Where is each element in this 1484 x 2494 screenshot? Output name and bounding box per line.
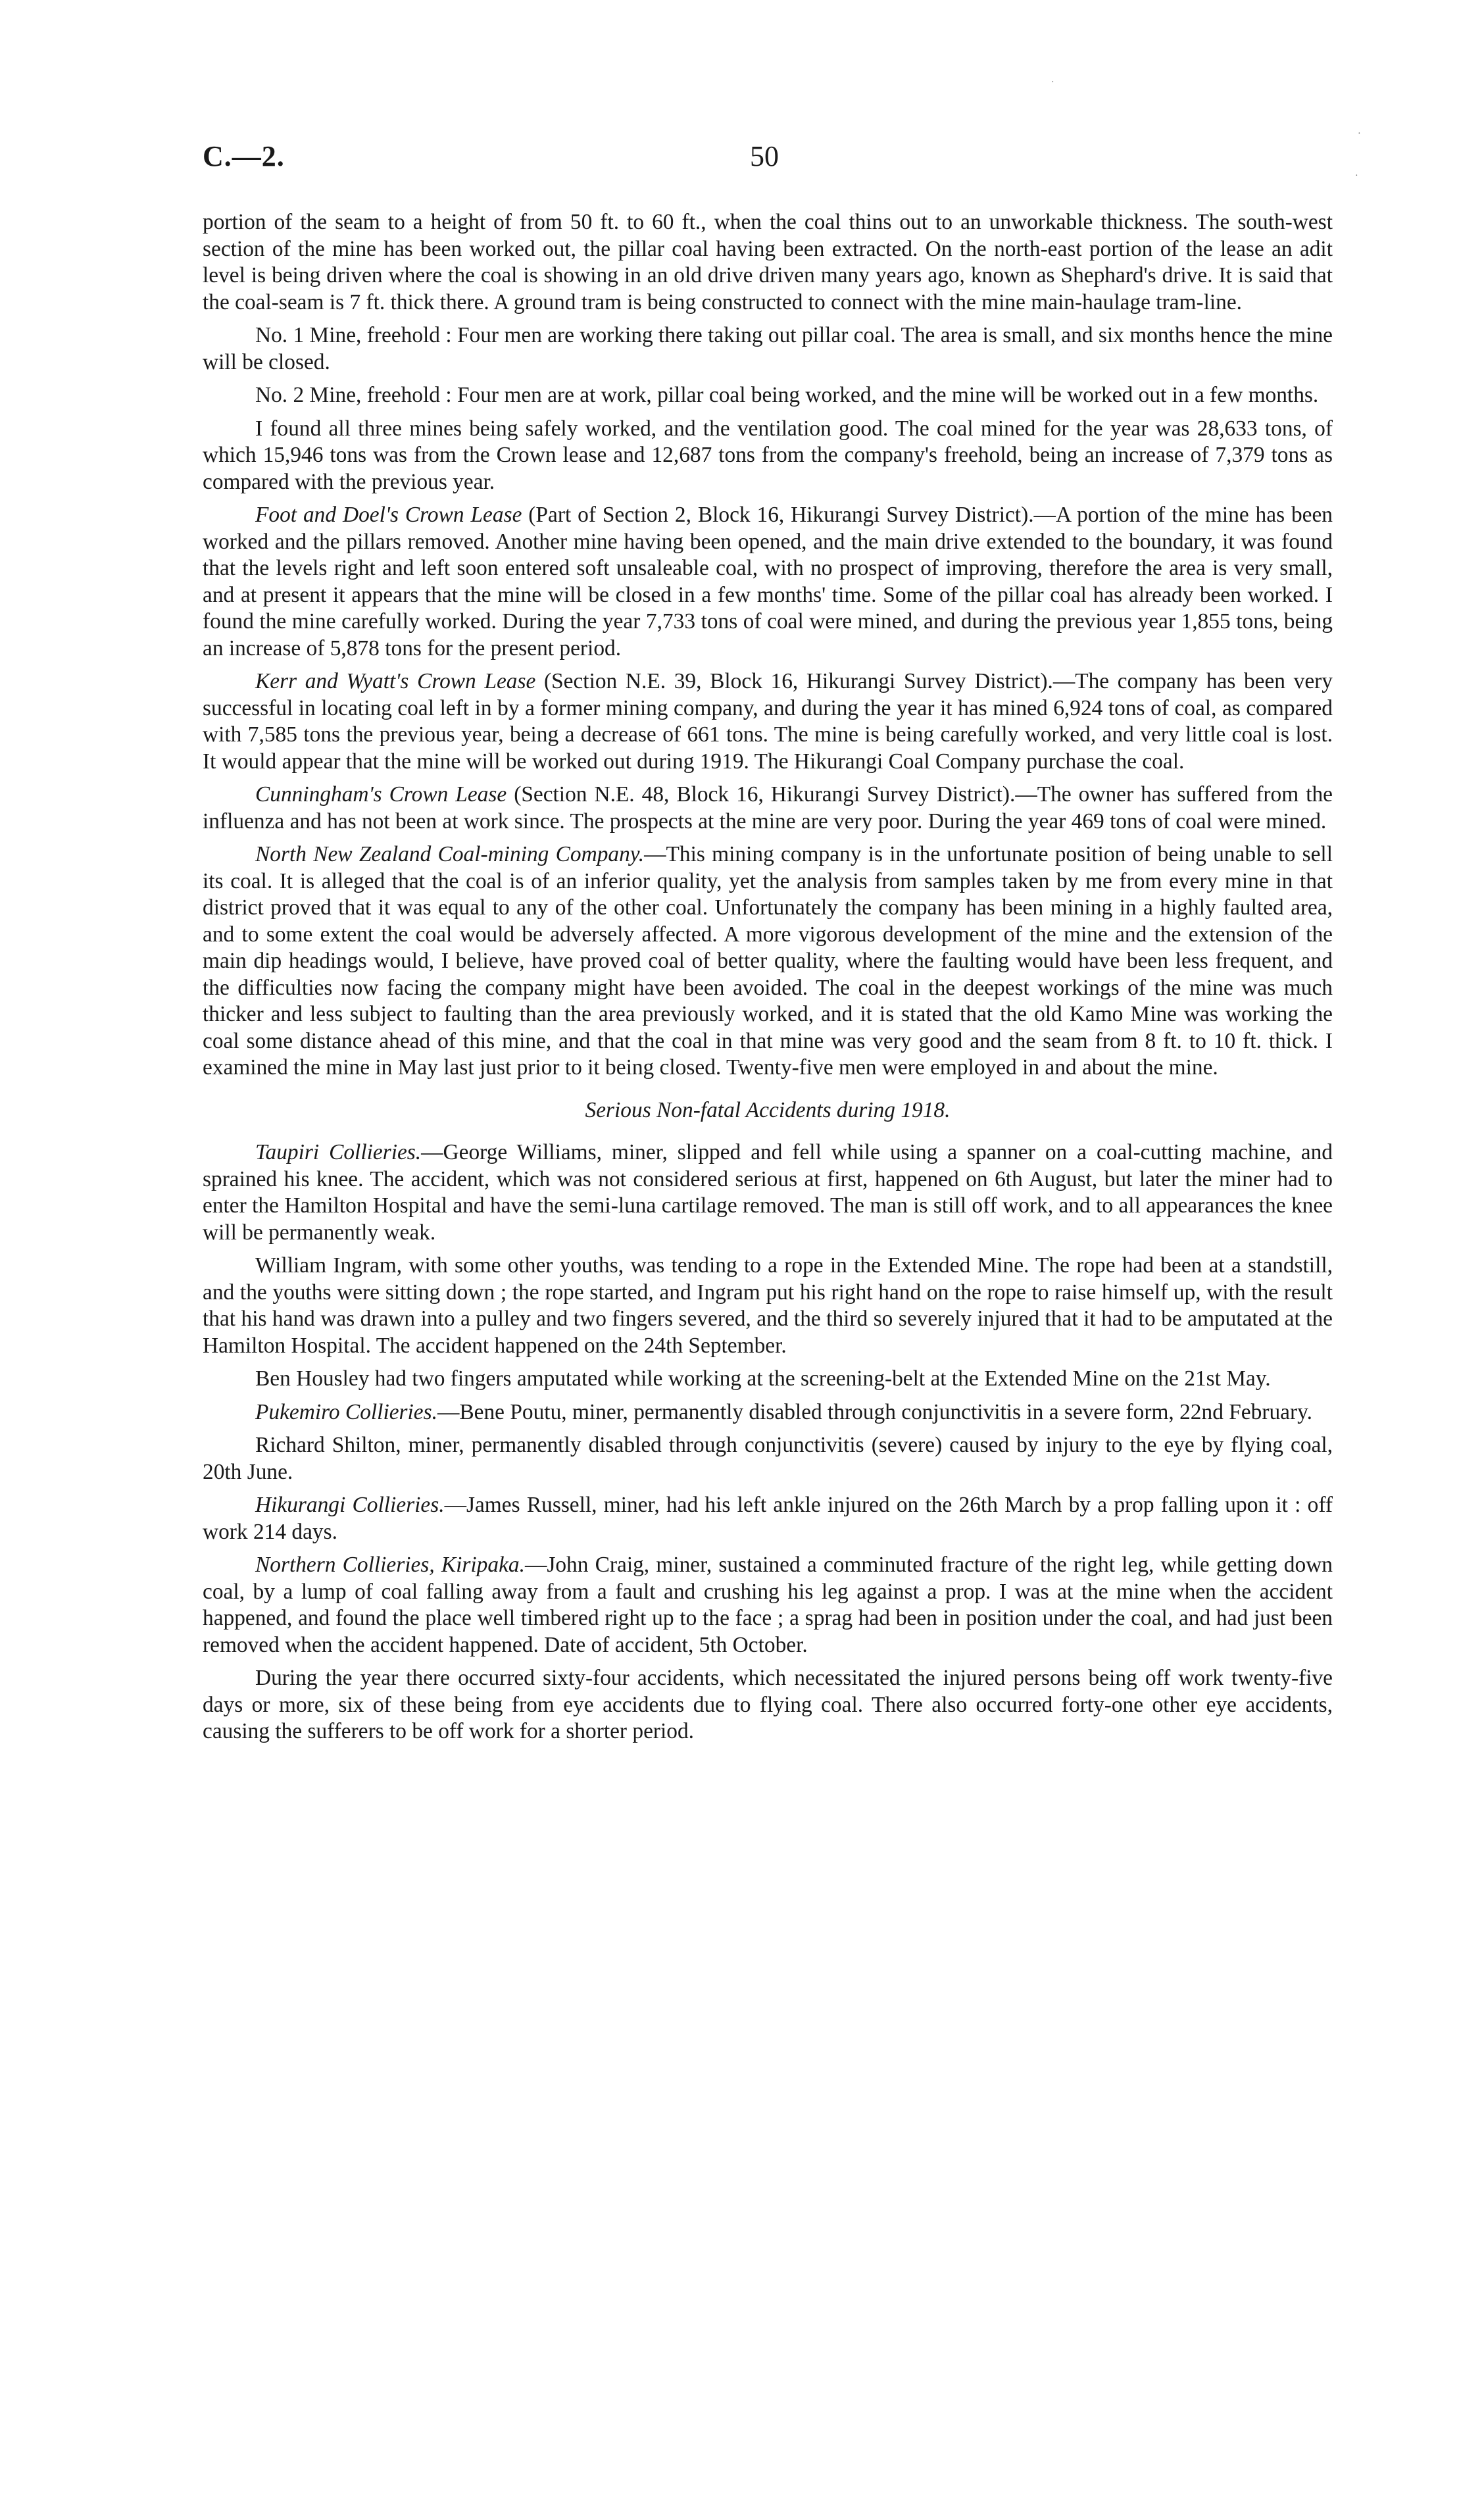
paragraph-title: North New Zealand Coal-mining Company. (255, 842, 645, 866)
paragraph-title: Pukemiro Collieries. (255, 1399, 437, 1424)
paragraph: William Ingram, with some other youths, was tending to a rope in the Extended Mine. The rope had been at a standstill, and the youths were sitting down ; the rope started, and Ingram put his right hand on the rope to raise himself up, with the result that his hand was drawn into a pulley and two fingers severed, and the third so severely injured that it had to be amputated at the Hamilton Hospital. The accident happened on the 24th September. (203, 1253, 1333, 1358)
document-reference: C.—2. (203, 140, 285, 172)
paragraph: No. 1 Mine, freehold : Four men are working there taking out pillar coal. The area is small, and six months hence the mine will be closed. (203, 323, 1333, 374)
paragraph: Richard Shilton, miner, permanently disabled through conjunctivitis (severe) caused by injury to the eye by flying coal, 20th June. (203, 1433, 1333, 1484)
paragraph: Ben Housley had two fingers amputated while working at the screening-belt at the Extended Mine on the 21st May. (255, 1366, 1271, 1391)
scan-speck: · (1355, 171, 1358, 181)
paragraph: portion of the seam to a height of from 50 ft. to 60 ft., when the coal thins out to an unworkable thickness. The south-west section of the mine has been worked out, the pillar coal having been extracted. On the north-east portion of the lease an adit level is being driven where the coal is showing in an old drive driven many years ago, known as Shephard's drive. It is said that the coal-seam is 7 ft. thick there. A ground tram is being constructed to connect with the mine main-haulage tram-line. (203, 210, 1333, 314)
paragraph-title: Northern Collieries, Kiripaka. (255, 1553, 525, 1577)
paragraph: During the year there occurred sixty-four accidents, which necessitated the injured persons being off work twenty-five days or more, six of these being from eye accidents due to flying coal. There also occurred forty-one other eye accidents, causing the sufferers to be off work for a shorter period. (203, 1666, 1333, 1743)
paragraph: North New Zealand Coal-mining Company.—This mining company is in the unfortunate position of being unable to sell its coal. It is alleged that the coal is of an inferior quality, yet the analysis from samples taken by me from every mine in that district proved that it was equal to any of the other coal. Unfortunately the company has been mining in a highly faulted area, and to some extent the coal would be adversely affected. A more vigorous development of the mine and the extension of the main dip headings would, I believe, have proved coal of better quality, where the faulting would have been less frequent, and the difficulties now facing the company might have been avoided. The coal in the deepest workings of the mine was much thicker and less subject to faulting than the area previously worked, and it is stated that the old Kamo Mine was working the coal some distance ahead of this mine, and that the coal in that mine was very good and the seam from 8 ft. to 10 ft. thick. I examined the mine in May last just prior to it being closed. Twenty-five men were employed in and about the mine. (203, 842, 1333, 1080)
paragraph: Cunningham's Crown Lease (Section N.E. 48, Block 16, Hikurangi Survey District).—The owner has suffered from the influenza and has not been at work since. The prospects at the mine are very poor. During the year 469 tons of coal were mined. (203, 782, 1333, 834)
paragraph: Taupiri Collieries.—George Williams, miner, slipped and fell while using a spanner on a coal-cutting machine, and sprained his knee. The accident, which was not considered serious at first, happened on 6th August, but later the miner had to enter the Hamilton Hospital and have the semi-luna cartilage removed. The man is still off work, and to all appearances the knee will be permanently weak. (203, 1140, 1333, 1245)
paragraph-title: Cunningham's Crown Lease (255, 782, 507, 807)
paragraph-title: Taupiri Collieries. (255, 1140, 422, 1164)
paragraph-title: Hikurangi Collieries. (255, 1493, 445, 1517)
paragraph: I found all three mines being safely worked, and the ventilation good. The coal mined for the year was 28,633 tons, of which 15,946 tons was from the Crown lease and 12,687 tons from the company's freehold, being an increase of 7,379 tons as compared with the previous year. (203, 416, 1333, 494)
paragraph: Kerr and Wyatt's Crown Lease (Section N.E. 39, Block 16, Hikurangi Survey District).—The company has been very successful in locating coal left in by a former mining company, and during the year it has mined 6,924 tons of coal, as compared with 7,585 tons the previous year, being a decrease of 661 tons. The mine is being carefully worked, and very little coal is lost. It would appear that the mine will be worked out during 1919. The Hikurangi Coal Company purchase the coal. (203, 669, 1333, 774)
scan-speck: · (1051, 78, 1054, 87)
paragraph: No. 2 Mine, freehold : Four men are at work, pillar coal being worked, and the mine will be worked out in a few months. (255, 383, 1319, 407)
paragraph: Pukemiro Collieries.—Bene Poutu, miner, permanently disabled through conjunctivitis in a severe form, 22nd February. (255, 1399, 1312, 1424)
paragraph: Hikurangi Collieries.—James Russell, miner, had his left ankle injured on the 26th March by a prop falling upon it : off work 214 days. (203, 1493, 1333, 1544)
scan-speck: · (1358, 129, 1361, 139)
section-heading: Serious Non-fatal Accidents during 1918. (585, 1097, 951, 1122)
paragraph: Foot and Doel's Crown Lease (Part of Section 2, Block 16, Hikurangi Survey District).—A portion of the mine has been worked and the pillars removed. Another mine having been opened, and the main drive extended to the boundary, it was found that the levels right and left soon entered soft unsaleable coal, with no prospect of improving, therefore the area is very small, and at present it appears that the mine will be closed in a few months' time. Some of the pillar coal has already been worked. I found the mine carefully worked. During the year 7,733 tons of coal were mined, and during the previous year 1,855 tons, being an increase of 5,878 tons for the present period. (203, 503, 1333, 661)
body-text (203, 209, 1333, 1752)
page-number: 50 (750, 140, 779, 172)
paragraph-title: Foot and Doel's Crown Lease (255, 503, 522, 527)
paragraph: Northern Collieries, Kiripaka.—John Craig, miner, sustained a comminuted fracture of the right leg, while getting down coal, by a lump of coal falling away from a fault and crushing his leg against a prop. I was at the mine when the accident happened, and found the place well timbered right up to the face ; a sprag had been in position under the coal, and had just been removed when the accident happened. Date of accident, 5th October. (203, 1553, 1333, 1657)
paragraph-title: Kerr and Wyatt's Crown Lease (255, 669, 536, 693)
